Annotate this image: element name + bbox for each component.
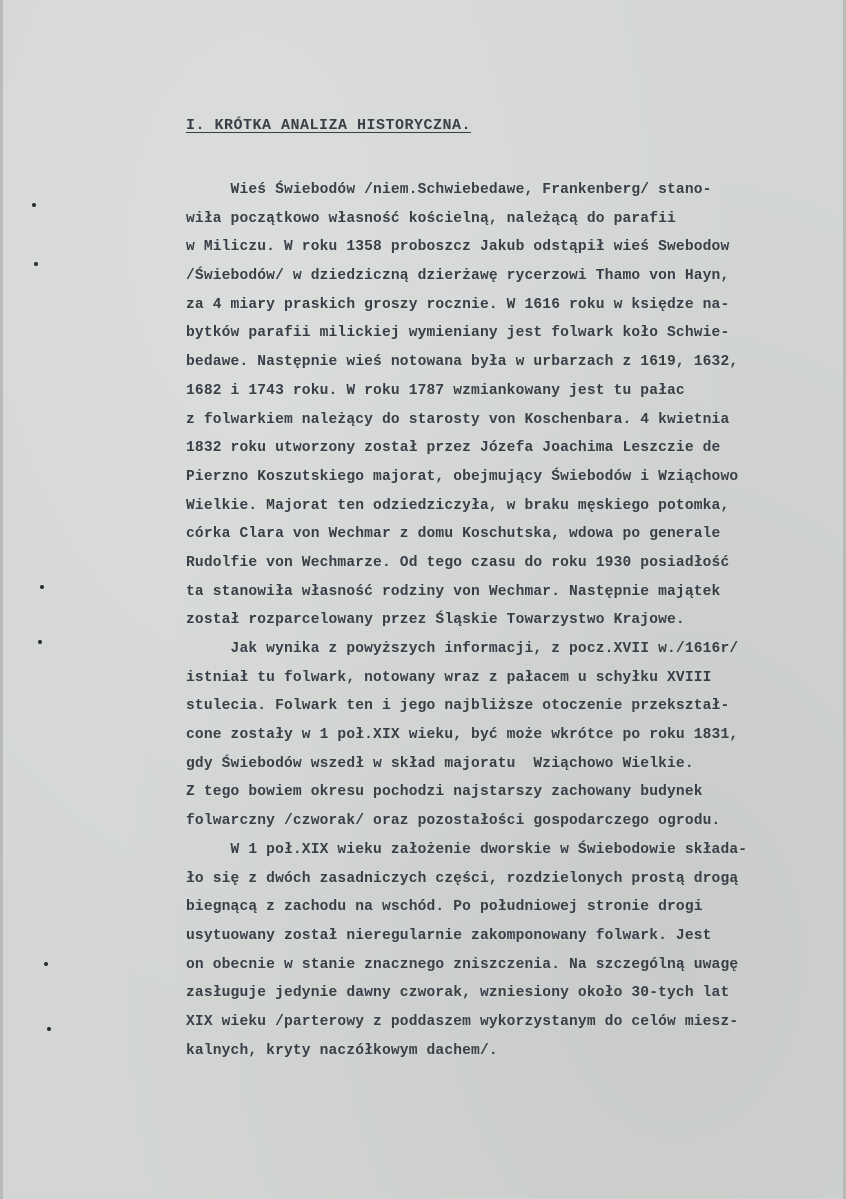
text-line: 1832 roku utworzony został przez Józefa Joachima Leszczie de	[186, 440, 721, 457]
text-line: Jak wynika z powyższych informacji, z pocz.XVII w./1616r/	[186, 641, 739, 657]
text-line: on obecnie w stanie znacznego zniszczenia. Na szczególną uwagę	[186, 956, 739, 973]
margin-mark	[47, 1027, 51, 1031]
text-line: za 4 miary praskich groszy rocznie. W 1616 roku w księdze na-	[186, 296, 730, 313]
text-line: stulecia. Folwark ten i jego najbliższe otoczenie przekształ-	[186, 698, 730, 715]
text-line: córka Clara von Wechmar z domu Koschutska, wdowa po generale	[186, 526, 721, 543]
text-line: w Miliczu. W roku 1358 proboszcz Jakub odstąpił wieś Swebodow	[186, 239, 730, 256]
body-text	[186, 176, 826, 1065]
text-line: gdy Świebodów wszedł w skład majoratu Wziąchowo Wielkie.	[186, 755, 694, 772]
text-line: XIX wieku /parterowy z poddaszem wykorzystanym do celów miesz-	[186, 1013, 739, 1030]
text-line: Rudolfie von Wechmarze. Od tego czasu do roku 1930 posiadłość	[186, 554, 730, 571]
margin-mark	[34, 262, 38, 266]
margin-mark	[40, 585, 44, 589]
text-line: /Świebodów/ w dziedziczną dzierżawę rycerzowi Thamo von Hayn,	[186, 268, 730, 285]
text-line: zasługuje jedynie dawny czworak, wzniesiony około 30-tych lat	[186, 985, 730, 1002]
text-line: wiła początkowo własność kościelną, należącą do parafii	[186, 210, 676, 227]
text-line: bytków parafii milickiej wymieniany jest folwark koło Schwie-	[186, 325, 730, 342]
text-line: kalnych, kryty naczółkowym dachem/.	[186, 1042, 498, 1059]
text-line: cone zostały w 1 poł.XIX wieku, być może wkrótce po roku 1831,	[186, 727, 739, 744]
text-line: Pierzno Koszutskiego majorat, obejmujący Świebodów i Wziąchowo	[186, 468, 739, 485]
text-line: został rozparcelowany przez Śląskie Towarzystwo Krajowe.	[186, 612, 685, 629]
page-edge-left	[0, 0, 3, 1199]
text-line: ta stanowiła własność rodziny von Wechmar. Następnie majątek	[186, 583, 721, 600]
text-line: z folwarkiem należący do starosty von Koschenbara. 4 kwietnia	[186, 411, 730, 428]
text-line: Wielkie. Majorat ten odziedziczyła, w braku męskiego potomka,	[186, 497, 730, 514]
text-line: Wieś Świebodów /niem.Schwiebedawe, Frankenberg/ stano-	[186, 182, 712, 198]
margin-mark	[38, 640, 42, 644]
text-line: Z tego bowiem okresu pochodzi najstarszy zachowany budynek	[186, 784, 703, 801]
text-line: usytuowany został nieregularnie zakomponowany folwark. Jest	[186, 927, 712, 944]
margin-mark	[32, 203, 36, 207]
text-line: biegnącą z zachodu na wschód. Po południowej stronie drogi	[186, 899, 703, 916]
text-line: ło się z dwóch zasadniczych części, rozdzielonych prostą drogą	[186, 870, 739, 887]
text-line: bedawe. Następnie wieś notowana była w urbarzach z 1619, 1632,	[186, 354, 739, 371]
text-line: folwarczny /czworak/ oraz pozostałości gospodarczego ogrodu.	[186, 813, 721, 830]
margin-mark	[44, 962, 48, 966]
text-line: istniał tu folwark, notowany wraz z pałacem u schyłku XVIII	[186, 669, 712, 686]
text-line: 1682 i 1743 roku. W roku 1787 wzmiankowany jest tu pałac	[186, 382, 685, 399]
text-line: W 1 poł.XIX wieku założenie dworskie w Świebodowie składa-	[186, 841, 748, 858]
section-heading: I. KRÓTKA ANALIZA HISTORYCZNA.	[186, 117, 472, 134]
